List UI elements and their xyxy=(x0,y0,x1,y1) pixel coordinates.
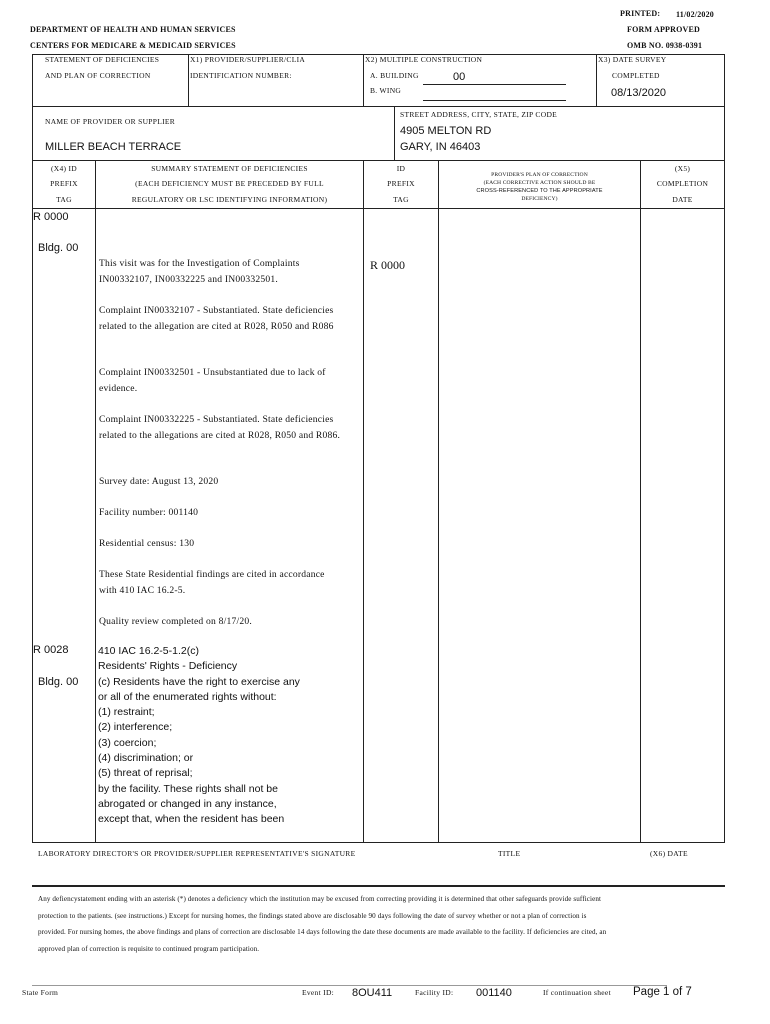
r0028-line: (2) interference; xyxy=(98,721,173,734)
footer-rule xyxy=(32,985,667,986)
id-header-2: PREFIX xyxy=(387,179,415,188)
paragraph-complaint-501: Complaint IN00332501 - Unsubstantiated due to lack of evidence. xyxy=(99,367,326,394)
x3-label-1: X3) DATE SURVEY xyxy=(598,55,667,64)
summary-column-divider xyxy=(363,160,364,842)
address-label: STREET ADDRESS, CITY, STATE, ZIP CODE xyxy=(400,110,558,119)
provider-name: MILLER BEACH TERRACE xyxy=(45,141,182,153)
r0028-line: 410 IAC 16.2-5-1.2(c) xyxy=(98,645,199,657)
plan-tag-r0000: R 0000 xyxy=(370,258,406,272)
id-header-3: TAG xyxy=(393,195,409,204)
r0028-line: (4) discrimination; or xyxy=(98,752,194,765)
x4-header-2: PREFIX xyxy=(50,179,78,188)
continuation-label: If continuation sheet xyxy=(543,988,611,997)
building-tag-1: Bldg. 00 xyxy=(38,242,79,254)
x1-label-2: IDENTIFICATION NUMBER: xyxy=(190,71,292,80)
title-label: TITLE xyxy=(498,849,521,858)
omb-number: OMB NO. 0938-0391 xyxy=(627,41,703,50)
statement-label-1: STATEMENT OF DEFICIENCIES xyxy=(45,55,160,64)
facility-id: 001140 xyxy=(476,987,512,999)
building-underline xyxy=(423,84,566,85)
paragraph-findings: These State Residential findings are cited in accordance with 410 IAC 16.2-5. xyxy=(99,569,325,596)
paragraph-survey-date: Survey date: August 13, 2020 xyxy=(99,476,219,487)
building-value: 00 xyxy=(453,71,466,83)
wing-underline xyxy=(423,100,566,101)
summary-header-2: (EACH DEFICIENCY MUST BE PRECEDED BY FULL xyxy=(135,179,324,188)
x3-label-2: COMPLETED xyxy=(612,71,660,80)
summary-header-1: SUMMARY STATEMENT OF DEFICIENCIES xyxy=(151,164,308,173)
department-title: DEPARTMENT OF HEALTH AND HUMAN SERVICES xyxy=(30,25,236,34)
name-row-divider xyxy=(32,160,725,161)
r0028-line: (1) restraint; xyxy=(98,706,155,719)
body-bottom-border xyxy=(32,842,725,843)
page-number: Page 1 of 7 xyxy=(633,986,692,998)
r0028-text xyxy=(98,644,300,828)
deficiency-tag-r0028: R 0028 xyxy=(33,644,69,656)
form-approved-label: FORM APPROVED xyxy=(627,25,701,34)
r0028-line: abrogated or changed in any instance, xyxy=(98,797,277,810)
summary-header-3: REGULATORY OR LSC IDENTIFYING INFORMATION) xyxy=(131,195,328,204)
x2-label: X2) MULTIPLE CONSTRUCTION xyxy=(365,55,483,64)
facility-id-label: Facility ID: xyxy=(415,988,454,997)
date-survey-completed: 08/13/2020 xyxy=(611,87,667,99)
printed-label: PRINTED: xyxy=(620,9,661,18)
wing-label: B. WING xyxy=(370,86,402,95)
top-table-divider xyxy=(32,106,725,107)
building-tag-2: Bldg. 00 xyxy=(38,676,79,688)
plan-column-divider xyxy=(640,160,641,842)
column-header-divider xyxy=(32,208,725,209)
paragraph-complaint-107: Complaint IN00332107 - Substantiated. State deficiencies related to the allegation are cited at R028, R050 and R086 xyxy=(99,305,334,332)
x4-header-1: (X4) ID xyxy=(50,164,78,173)
plan-header-1: PROVIDER'S PLAN OF CORRECTION xyxy=(491,172,588,178)
building-label: A. BUILDING xyxy=(370,71,419,80)
r0028-line: (c) Residents have the right to exercise any xyxy=(98,675,300,688)
address-line-2: GARY, IN 46403 xyxy=(400,141,481,153)
address-divider xyxy=(394,106,395,160)
x1-label-1: X1) PROVIDER/SUPPLIER/CLIA xyxy=(190,55,306,64)
signature-label: LABORATORY DIRECTOR'S OR PROVIDER/SUPPLIER REPRESENTATIVE'S SIGNATURE xyxy=(38,849,356,858)
x6-date-label: (X6) DATE xyxy=(650,849,688,858)
statement-label-2: AND PLAN OF CORRECTION xyxy=(45,71,151,80)
paragraph-complaints: This visit was for the Investigation of Complaints IN00332107, IN00332225 and IN00332501. xyxy=(99,258,300,285)
plan-header-3: CROSS-REFERENCED TO THE APPROPRIATE xyxy=(476,188,603,194)
paragraph-quality-review: Quality review completed on 8/17/20. xyxy=(99,616,252,627)
right-border xyxy=(724,54,725,842)
r0028-line: by the facility. These rights shall not be xyxy=(98,782,278,795)
r0028-line: except that, when the resident has been xyxy=(98,813,285,826)
r0028-line: (5) threat of reprisal; xyxy=(98,767,193,780)
r0028-line: or all of the enumerated rights without: xyxy=(98,690,277,703)
r0028-line: (3) coercion; xyxy=(98,736,157,749)
x5-header-3: DATE xyxy=(672,195,693,204)
event-id: 8OU411 xyxy=(352,987,393,999)
id-header-1: ID xyxy=(396,164,406,173)
deficiency-tag-r0000: R 0000 xyxy=(33,211,69,223)
r0028-line: Residents' Rights - Deficiency xyxy=(98,660,238,673)
signature-bottom-line xyxy=(32,885,725,887)
plan-header-2: (EACH CORRECTIVE ACTION SHOULD BE xyxy=(483,180,596,186)
provider-name-label: NAME OF PROVIDER OR SUPPLIER xyxy=(45,117,176,126)
paragraph-census: Residential census: 130 xyxy=(99,538,195,549)
printed-date: 11/02/2020 xyxy=(676,10,715,19)
centers-title: CENTERS FOR MEDICARE & MEDICAID SERVICES xyxy=(30,41,236,50)
x4-header-3: TAG xyxy=(56,195,72,204)
state-form-label: State Form xyxy=(22,988,59,997)
x5-header-1: (X5) xyxy=(674,164,691,173)
event-id-label: Event ID: xyxy=(302,988,335,997)
paragraph-complaint-225: Complaint IN00332225 - Substantiated. State deficiencies related to the allegations are cited at R028, R050 and R086. xyxy=(99,414,341,441)
address-line-1: 4905 MELTON RD xyxy=(400,125,492,137)
plan-header-4: DEFICIENCY) xyxy=(521,196,558,202)
disclaimer-text: Any defiencystatement ending with an asterisk (*) denotes a deficiency which the institution may be excused from correcting providing it is determined that other safeguards provide sufficient protection to the patients. (see instructions.) Except for nursing homes, the findings stated above are disclosable 90 days following the date of survey whether or not a plan of correction is provided. For nursing homes, the above findings and plans of correction are disclosable 14 days following the date these documents are made available to the facility. If deficiencies are cited, an approved plan of correction is requisite to continued program participation. xyxy=(38,895,607,953)
paragraph-facility-number: Facility number: 001140 xyxy=(99,507,199,518)
x1-column-divider xyxy=(188,54,189,106)
x3-column-divider xyxy=(596,54,597,106)
x4-column-divider xyxy=(95,160,96,842)
id-column-divider xyxy=(438,160,439,842)
x2-column-divider xyxy=(363,54,364,106)
x5-header-2: COMPLETION xyxy=(656,179,709,188)
